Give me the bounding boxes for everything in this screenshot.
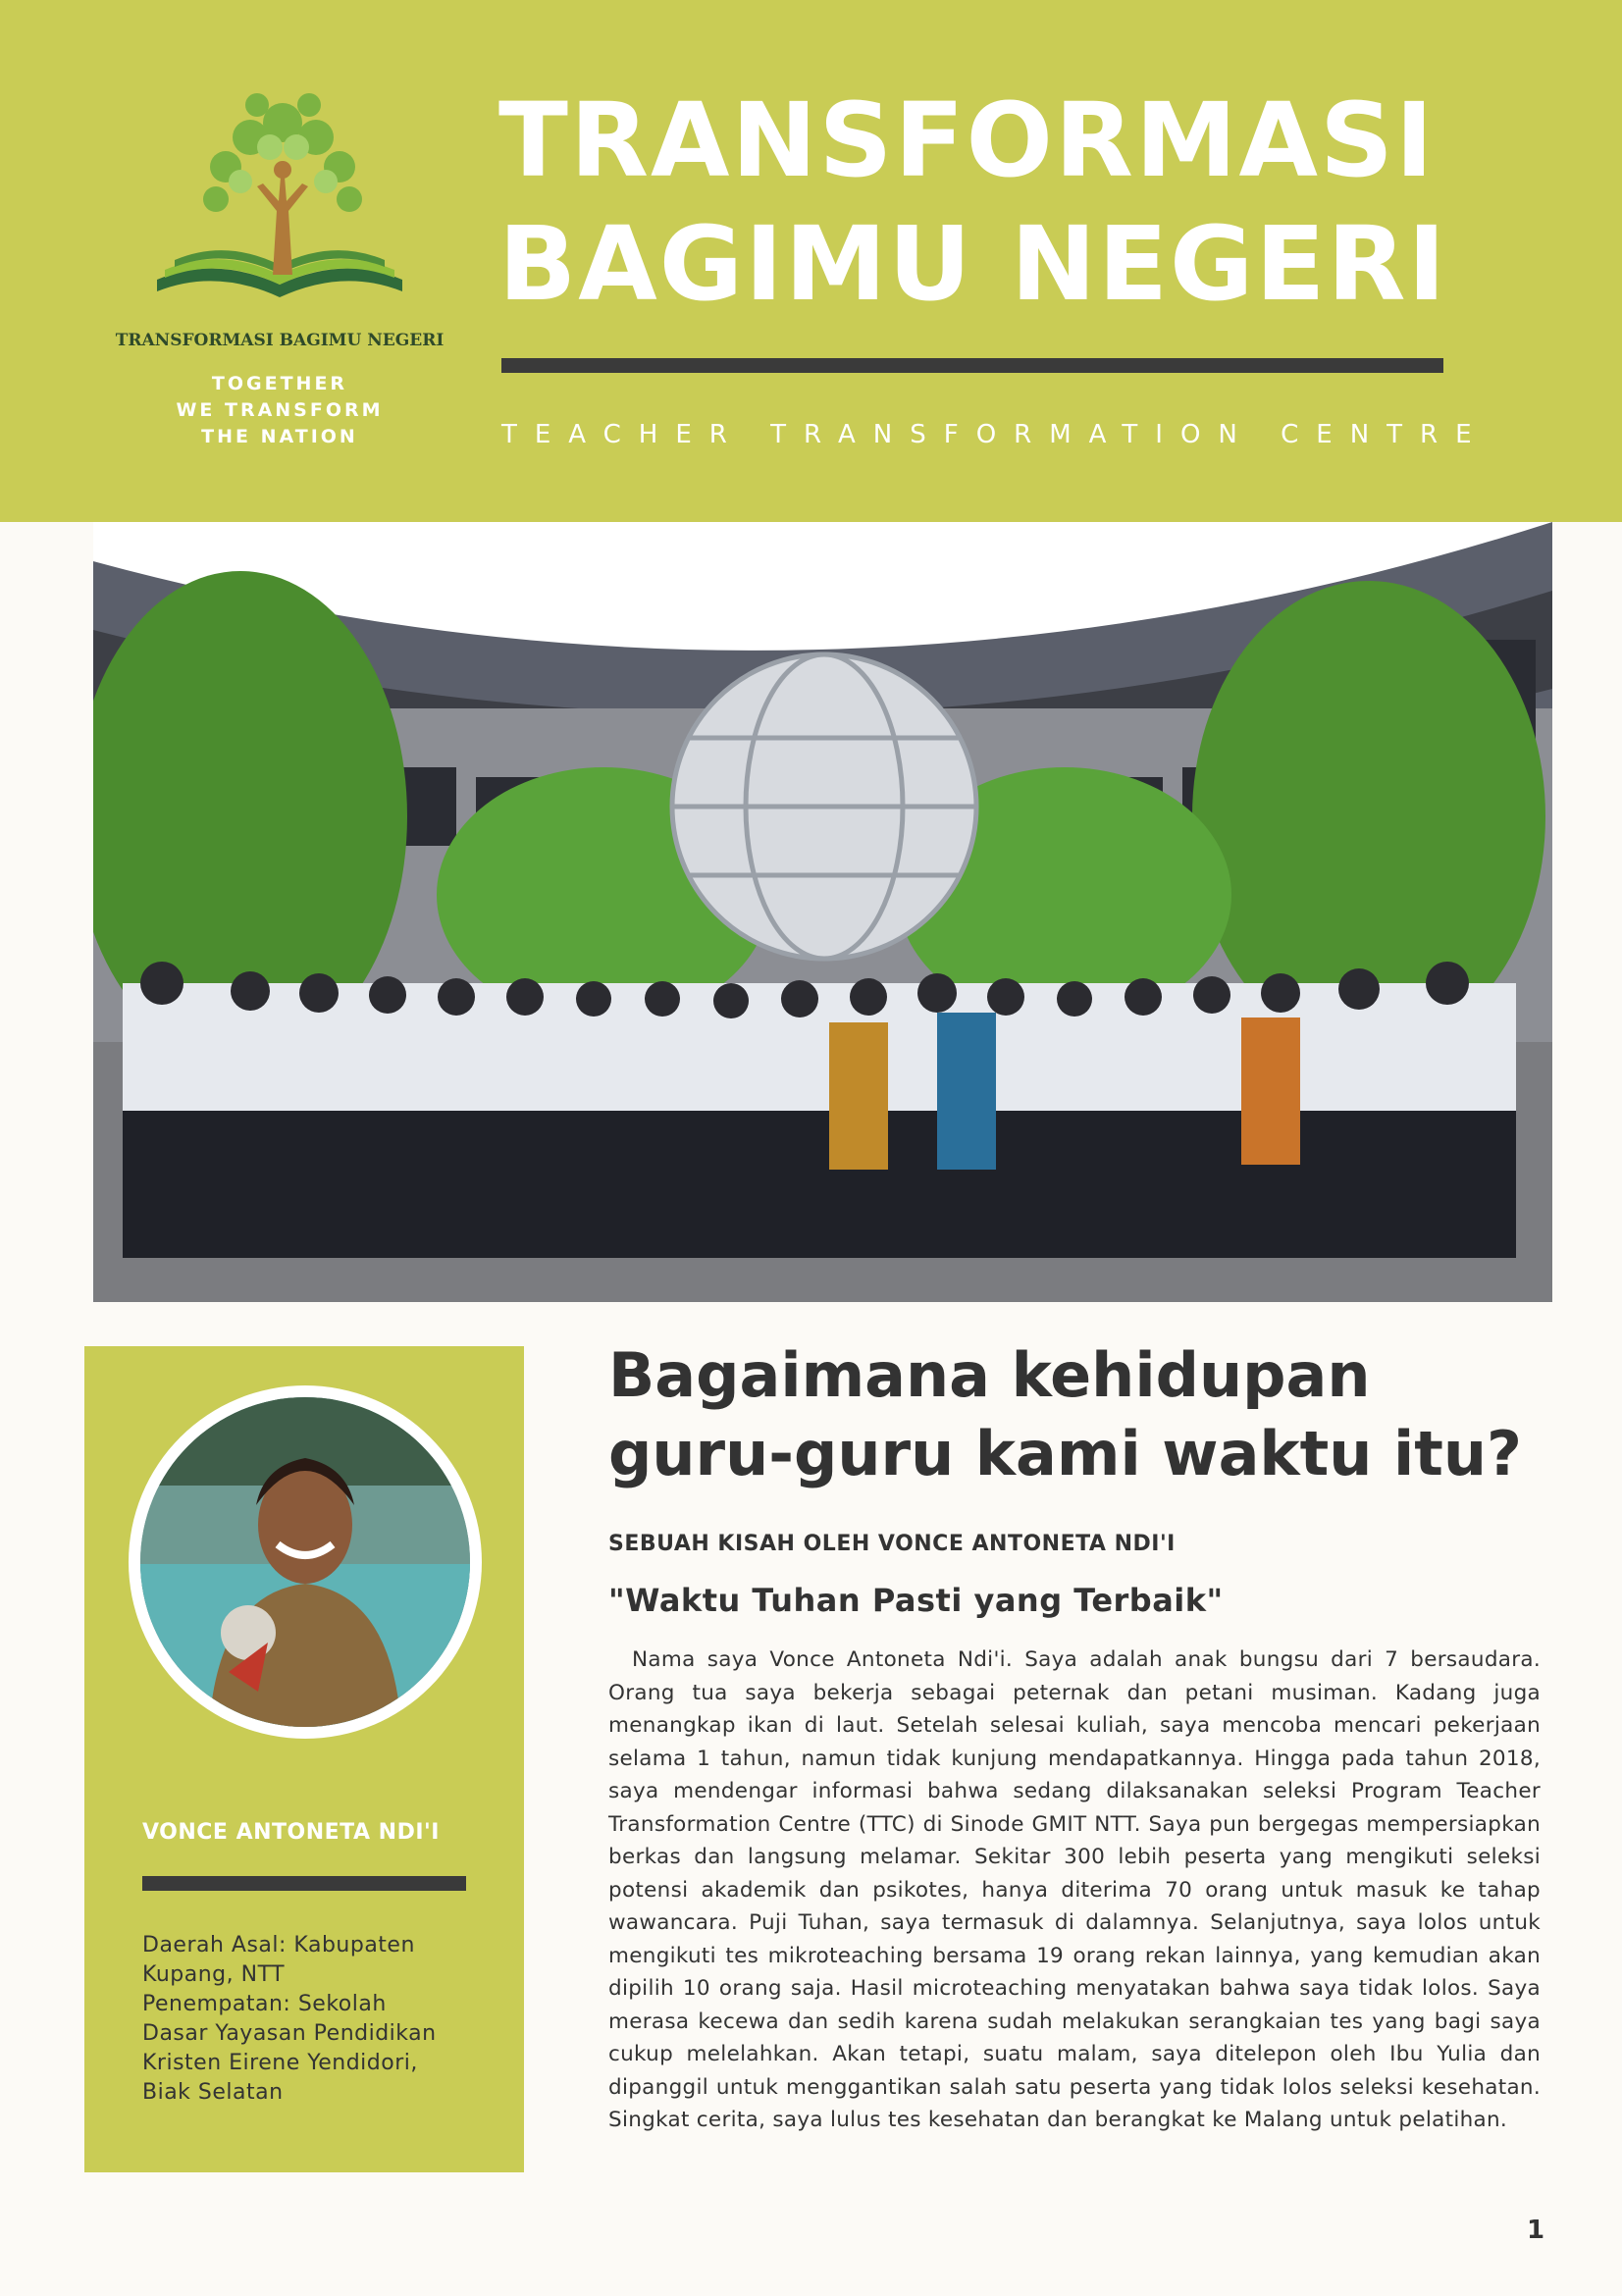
tagline-line: WE TRANSFORM: [176, 399, 384, 421]
title-divider: [501, 358, 1443, 373]
profile-name: VONCE ANTONETA NDI'I: [142, 1820, 440, 1845]
article-headline: [608, 1336, 1570, 1493]
profile-detail-line: Kristen Eirene Yendidori,: [142, 2051, 418, 2075]
article-byline: SEBUAH KISAH OLEH VONCE ANTONETA NDI'I: [608, 1532, 1176, 1556]
article-body: Nama saya Vonce Antoneta Ndi'i. Saya adalah anak bungsu dari 7 bersaudara. Orang tua saya bekerja sebagai peternak dan petani musiman. Kadang juga menangkap ikan di laut. Setelah selesai kuliah, saya mencoba mencari pekerjaan selama 1 tahun, namun tidak kunjung mendapatkannya. Hingga pada tahun 2018, saya mendengar informasi bahwa sedang dilaksanakan seleksi Program Teacher Transformation Centre (TTC) di Sinode GMIT NTT. Saya pun bergegas mempersiapkan berkas dan langsung melamar. Sekitar 300 lebih peserta yang mengikuti seleksi potensi akademik dan psikotes, hanya diterima 70 orang untuk masuk ke tahap wawancara. Puji Tuhan, saya termasuk di dalamnya. Selanjutnya, saya lolos untuk mengikuti tes mikroteaching bersama 19 orang rekan lainnya, yang kemudian akan dipilih 10 orang saja. Hasil microteaching menyatakan bahwa saya tidak lolos. Saya merasa kecewa dan sedih karena sudah melakukan serangkaian tes yang bagi saya cukup melelahkan. Akan tetapi, suatu malam, saya ditelepon oleh Ibu Yulia dan dipanggil untuk menggantikan salah satu peserta yang tidak lolos seleksi kesehatan. Singkat cerita, saya lulus tes kesehatan dan berangkat ke Malang untuk pelatihan.: [608, 1647, 1541, 2132]
tagline-line: TOGETHER: [211, 373, 348, 394]
profile-detail-line: Daerah Asal: Kabupaten: [142, 1933, 415, 1957]
title-line-1: TRANSFORMASI: [498, 80, 1436, 200]
page-number: 1: [1527, 2216, 1545, 2245]
profile-detail-line: Biak Selatan: [142, 2080, 284, 2105]
profile-detail-line: Dasar Yayasan Pendidikan: [142, 2021, 437, 2046]
tree-book-logo: [147, 83, 412, 358]
portrait-image: [140, 1397, 470, 1727]
profile-sidebar: [84, 1346, 524, 2172]
headline-line-2: guru-guru kami waktu itu?: [608, 1418, 1522, 1489]
headline-line-1: Bagaimana kehidupan: [608, 1339, 1371, 1411]
header-banner: [0, 0, 1622, 522]
profile-details: [142, 1931, 476, 2108]
newsletter-title: [498, 78, 1480, 326]
group-photo: [93, 522, 1552, 1302]
profile-detail-line: Penempatan: Sekolah: [142, 1992, 387, 2016]
tagline-line: THE NATION: [201, 426, 358, 447]
group-photo-image: [93, 522, 1552, 1302]
profile-portrait: [140, 1397, 470, 1727]
tagline: [128, 371, 432, 450]
title-line-2: BAGIMU NEGERI: [498, 204, 1448, 324]
article-quote: "Waktu Tuhan Pasti yang Terbaik": [608, 1582, 1224, 1619]
newsletter-subtitle: TEACHER TRANSFORMATION CENTRE: [501, 420, 1490, 449]
profile-detail-line: Kupang, NTT: [142, 1962, 286, 1987]
profile-divider: [142, 1876, 466, 1891]
logo-wordmark: TRANSFORMASI BAGIMU NEGERI: [115, 331, 445, 350]
